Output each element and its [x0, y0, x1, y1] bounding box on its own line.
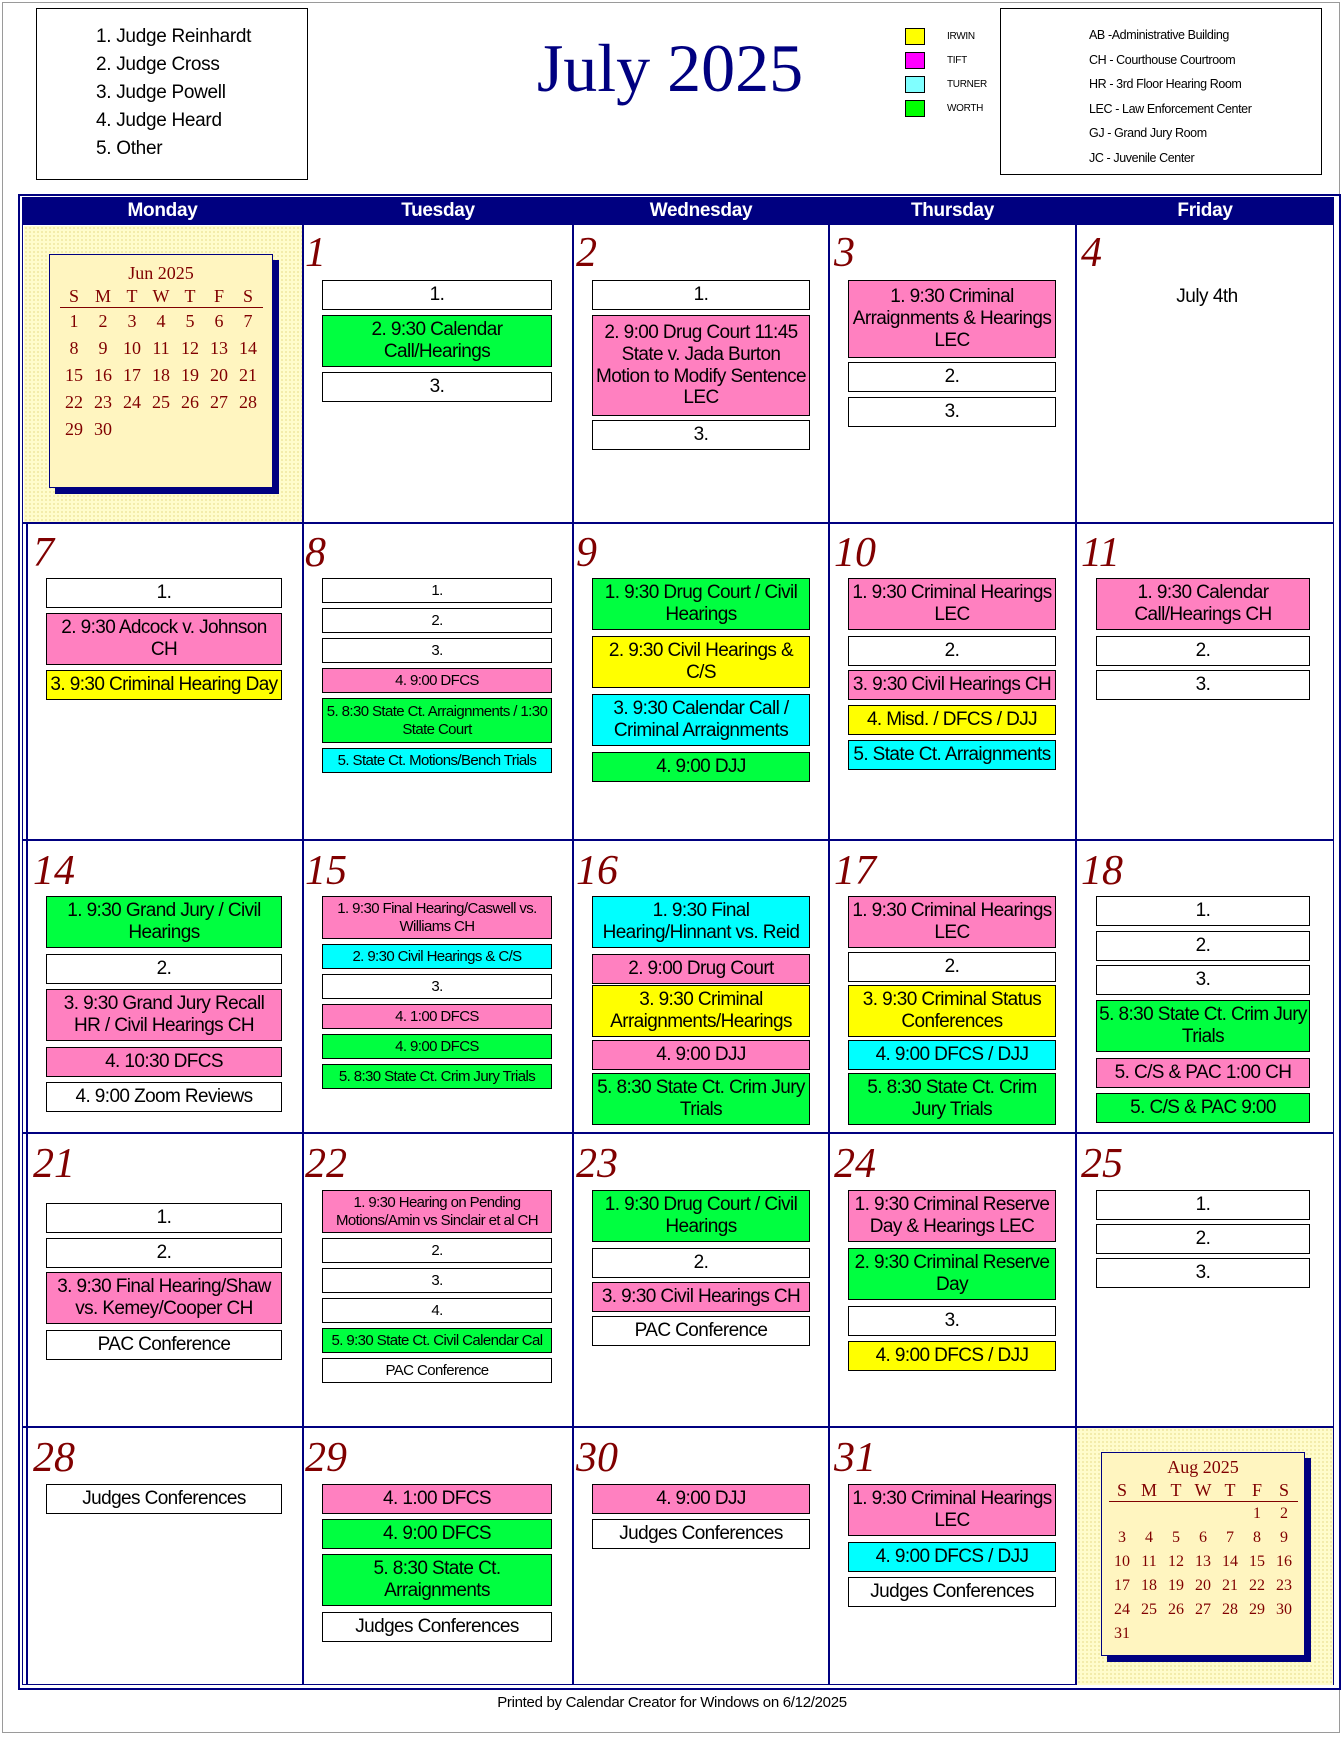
calendar-event[interactable]: 2. 9:30 Adcock v. Johnson CH [46, 613, 282, 665]
mini-calendar-day: 20 [210, 365, 228, 385]
judge-item: 5. Other [96, 138, 163, 159]
legend-label: WORTH [947, 102, 984, 114]
mini-weekday: S [60, 286, 89, 308]
locations-legend [1000, 8, 1322, 175]
mini-calendar-day: 19 [181, 365, 199, 385]
calendar-event[interactable]: 4. 9:00 DJJ [592, 1484, 810, 1514]
calendar-event[interactable]: 1. 9:30 Criminal Reserve Day & Hearings LEC [848, 1190, 1056, 1242]
mini-calendar-day: 15 [1249, 1553, 1265, 1570]
color-swatch [905, 76, 925, 93]
calendar-event[interactable]: 5. 8:30 State Ct. Crim Jury Trials [322, 1064, 552, 1089]
mini-calendar-table [60, 286, 263, 443]
calendar-event[interactable]: 3. [322, 372, 552, 402]
mini-calendar-day: 8 [1253, 1529, 1261, 1546]
calendar-event[interactable]: 1. 9:30 Criminal Hearings LEC [848, 1484, 1056, 1536]
calendar-event[interactable]: 2. [1096, 1224, 1310, 1254]
calendar-event[interactable]: 1. [592, 280, 810, 310]
mini-calendar-day: 30 [1276, 1601, 1292, 1618]
grid-line [26, 522, 28, 1685]
calendar-event[interactable]: 2. 9:30 Criminal Reserve Day [848, 1248, 1056, 1300]
mini-weekday: S [1109, 1480, 1136, 1502]
grid-line [572, 225, 574, 1685]
mini-calendar-day: 10 [123, 338, 141, 358]
legend-row [905, 96, 1005, 120]
legend-label: IRWIN [947, 30, 975, 42]
calendar-event[interactable]: PAC Conference [322, 1358, 552, 1383]
calendar-event[interactable]: 2. [1096, 636, 1310, 666]
print-footer: Printed by Calendar Creator for Windows on 6/12/2025 [497, 1694, 847, 1711]
day-number: 1 [305, 230, 326, 276]
mini-calendar-day: 13 [210, 338, 228, 358]
calendar-event[interactable]: 1. 9:30 Final Hearing/Hinnant vs. Reid [592, 896, 810, 948]
calendar-event[interactable]: 2. [848, 952, 1056, 982]
calendar-event[interactable]: 4. [322, 1298, 552, 1323]
mini-calendar-day [1190, 1502, 1217, 1527]
mini-calendar-day: 29 [65, 419, 83, 439]
mini-calendar-day [176, 416, 205, 443]
mini-calendar-day: 21 [1222, 1577, 1238, 1594]
mini-calendar-day: 29 [1249, 1601, 1265, 1618]
calendar-event[interactable]: 1. 9:30 Criminal Hearings LEC [848, 578, 1056, 630]
mini-weekday: F [205, 286, 234, 308]
mini-calendar-day: 27 [210, 392, 228, 412]
judge-item: 4. Judge Heard [96, 110, 222, 131]
mini-calendar-day: 16 [94, 365, 112, 385]
mini-calendar-day [1163, 1502, 1190, 1527]
mini-calendar-day: 22 [1249, 1577, 1265, 1594]
day-number: 10 [834, 530, 876, 576]
calendar-event[interactable]: 2. [46, 954, 282, 984]
mini-calendar-day [1109, 1502, 1136, 1527]
day-number: 14 [33, 848, 75, 894]
day-number: 31 [834, 1435, 876, 1481]
calendar-event[interactable]: Judges Conferences [46, 1484, 282, 1514]
mini-calendar-day: 5 [1172, 1529, 1180, 1546]
calendar-event[interactable]: 3. 9:30 Criminal Hearing Day [46, 670, 282, 700]
calendar-event[interactable]: 5. 8:30 State Ct. Arraignments / 1:30 State Court [322, 698, 552, 743]
mini-calendar-day: 10 [1114, 1553, 1130, 1570]
calendar-event[interactable]: 4. 9:00 DJJ [592, 1040, 810, 1070]
judge-item: 3. Judge Powell [96, 82, 226, 103]
mini-weekday: F [1244, 1480, 1271, 1502]
calendar-event[interactable]: 5. State Ct. Motions/Bench Trials [322, 748, 552, 773]
mini-calendar-title: Aug 2025 [1167, 1457, 1239, 1477]
calendar-event[interactable]: 4. 9:00 DFCS [322, 1519, 552, 1549]
mini-calendar-day: 24 [1114, 1601, 1130, 1618]
weekday-header-monday: Monday [22, 197, 303, 225]
calendar-event[interactable]: 3. 9:30 Grand Jury Recall HR / Civil Hearings CH [46, 989, 282, 1041]
mini-calendar-day [118, 416, 147, 443]
calendar-event[interactable]: 3. 9:30 Criminal Arraignments/Hearings [592, 985, 810, 1037]
calendar-event[interactable]: 3. [848, 1306, 1056, 1336]
mini-calendar-june [49, 254, 273, 488]
grid-line [22, 1132, 1334, 1134]
mini-weekday: T [1163, 1480, 1190, 1502]
calendar-event[interactable]: 5. 8:30 State Ct. Crim Jury Trials [1096, 1000, 1310, 1052]
mini-calendar-title: Jun 2025 [128, 263, 194, 283]
mini-weekday: S [234, 286, 263, 308]
calendar-event[interactable]: 4. 1:00 DFCS [322, 1484, 552, 1514]
mini-calendar-day: 28 [1222, 1601, 1238, 1618]
calendar-event[interactable]: 4. 9:00 DFCS [322, 668, 552, 693]
mini-calendar-day: 23 [1276, 1577, 1292, 1594]
mini-calendar-day: 14 [239, 338, 257, 358]
location-item: HR - 3rd Floor Hearing Room [1089, 77, 1242, 91]
mini-weekday: M [89, 286, 118, 308]
mini-calendar-day [1190, 1622, 1217, 1646]
mini-calendar-day: 21 [239, 365, 257, 385]
mini-calendar-day: 30 [94, 419, 112, 439]
mini-calendar-day: 11 [152, 338, 170, 358]
color-swatch [905, 100, 925, 117]
mini-calendar-day: 5 [185, 311, 195, 331]
calendar-event[interactable]: 1. 9:30 Final Hearing/Caswell vs. Williams CH [322, 896, 552, 939]
mini-calendar-day: 8 [69, 338, 79, 358]
mini-calendar-day: 7 [1226, 1529, 1234, 1546]
calendar-event[interactable]: 2. [848, 362, 1056, 392]
legend-label: TIFT [947, 54, 967, 66]
calendar-event[interactable]: 3. [1096, 1258, 1310, 1288]
calendar-event[interactable]: 4. 9:00 DJJ [592, 752, 810, 782]
calendar-event[interactable]: 2. 9:00 Drug Court [592, 954, 810, 984]
mini-calendar-day: 9 [1280, 1529, 1288, 1546]
mini-calendar-day [1163, 1622, 1190, 1646]
weekday-header-thursday: Thursday [829, 197, 1076, 225]
mini-calendar-day: 12 [1168, 1553, 1184, 1570]
mini-weekday: T [118, 286, 147, 308]
day-number: 11 [1081, 530, 1120, 576]
judge-item: 1. Judge Reinhardt [96, 26, 252, 47]
calendar-event[interactable]: 4. 9:00 DFCS / DJJ [848, 1040, 1056, 1070]
calendar-event[interactable]: 4. 9:00 DFCS / DJJ [848, 1341, 1056, 1371]
mini-calendar-day [234, 416, 263, 443]
county-color-legend [905, 24, 1005, 120]
mini-calendar-day: 25 [1141, 1601, 1157, 1618]
calendar-event[interactable]: 4. 9:00 DFCS [322, 1034, 552, 1059]
mini-calendar-day: 6 [214, 311, 224, 331]
calendar-event[interactable]: 2. [1096, 931, 1310, 961]
mini-weekday: S [1271, 1480, 1298, 1502]
calendar-event[interactable]: 2. 9:30 Civil Hearings & C/S [322, 944, 552, 969]
calendar-event[interactable]: 2. [592, 1248, 810, 1278]
day-number: 2 [576, 230, 597, 276]
mini-calendar-day: 2 [98, 311, 108, 331]
mini-weekday: W [1190, 1480, 1217, 1502]
day-number: 8 [305, 530, 326, 576]
calendar-event[interactable]: 4. 1:00 DFCS [322, 1004, 552, 1029]
calendar-event[interactable]: 1. 9:30 Criminal Arraignments & Hearings LEC [848, 280, 1056, 358]
mini-calendar-day: 11 [1141, 1553, 1157, 1570]
calendar-event[interactable]: 4. 10:30 DFCS [46, 1047, 282, 1077]
mini-calendar-day: 22 [65, 392, 83, 412]
calendar-event[interactable]: 1. [46, 1203, 282, 1233]
day-number: 7 [33, 530, 54, 576]
calendar-event[interactable]: 4. 9:00 Zoom Reviews [46, 1082, 282, 1112]
grid-line [302, 225, 304, 1685]
calendar-event[interactable]: 2. [848, 636, 1056, 666]
mini-weekday: W [147, 286, 176, 308]
mini-calendar-day [147, 416, 176, 443]
calendar-event[interactable]: Judges Conferences [322, 1612, 552, 1642]
weekday-header-tuesday: Tuesday [303, 197, 573, 225]
grid-line [22, 522, 1334, 524]
calendar-event[interactable]: 2. [322, 608, 552, 633]
mini-calendar-day: 27 [1195, 1601, 1211, 1618]
day-number: 17 [834, 848, 876, 894]
mini-calendar-day: 24 [123, 392, 141, 412]
location-item: GJ - Grand Jury Room [1089, 126, 1207, 140]
mini-calendar-day: 1 [1253, 1505, 1261, 1522]
calendar-event[interactable]: 3. [592, 420, 810, 450]
calendar-event[interactable]: 2. 9:00 Drug Court 11:45 State v. Jada Burton Motion to Modify Sentence LEC [592, 315, 810, 416]
day-number: 4 [1081, 230, 1102, 276]
day-number: 18 [1081, 848, 1123, 894]
calendar-event[interactable]: 5. 9:30 State Ct. Civil Calendar Cal [322, 1328, 552, 1353]
calendar-event[interactable]: 1. 9:30 Hearing on Pending Motions/Amin vs Sinclair et al CH [322, 1190, 552, 1233]
calendar-event[interactable]: 1. [322, 578, 552, 603]
calendar-event[interactable]: 3. [322, 1268, 552, 1293]
grid-line [828, 225, 830, 1685]
day-number: 24 [834, 1141, 876, 1187]
calendar-event[interactable]: 3. 9:30 Final Hearing/Shaw vs. Kemey/Cooper CH [46, 1272, 282, 1324]
mini-calendar-day [1244, 1622, 1271, 1646]
day-number: 15 [305, 848, 347, 894]
day-number: 21 [33, 1141, 75, 1187]
calendar-event[interactable]: 4. Misd. / DFCS / DJJ [848, 705, 1056, 735]
calendar-event[interactable]: 2. [322, 1238, 552, 1263]
calendar-event[interactable]: 2. 9:30 Civil Hearings & C/S [592, 636, 810, 688]
judge-item: 2. Judge Cross [96, 54, 220, 75]
calendar-event[interactable]: Judges Conferences [848, 1577, 1056, 1607]
mini-calendar-day: 15 [65, 365, 83, 385]
calendar-event[interactable]: 5. C/S & PAC 9:00 [1096, 1093, 1310, 1123]
mini-calendar-day [1217, 1622, 1244, 1646]
legend-row [905, 24, 1005, 48]
mini-calendar-day: 3 [127, 311, 137, 331]
mini-calendar-day: 3 [1118, 1529, 1126, 1546]
calendar-event[interactable]: 3. 9:30 Civil Hearings CH [592, 1282, 810, 1312]
mini-calendar-day: 17 [1114, 1577, 1130, 1594]
calendar-event[interactable]: 3. 9:30 Criminal Status Conferences [848, 985, 1056, 1037]
mini-calendar-day [1136, 1502, 1163, 1527]
calendar-event[interactable]: 3. 9:30 Calendar Call / Criminal Arraignments [592, 694, 810, 746]
mini-calendar-day: 17 [123, 365, 141, 385]
calendar-event[interactable]: 1. [1096, 1190, 1310, 1220]
mini-calendar-day: 6 [1199, 1529, 1207, 1546]
weekday-header-wednesday: Wednesday [573, 197, 829, 225]
legend-row [905, 48, 1005, 72]
calendar-event[interactable]: Judges Conferences [592, 1519, 810, 1549]
mini-calendar-day: 26 [1168, 1601, 1184, 1618]
mini-calendar-day: 4 [156, 311, 166, 331]
mini-calendar-day: 25 [152, 392, 170, 412]
weekday-header-friday: Friday [1076, 197, 1334, 225]
calendar-event[interactable]: 5. 8:30 State Ct. Crim Jury Trials [592, 1073, 810, 1125]
calendar-event[interactable]: 3. [322, 974, 552, 999]
location-item: CH - Courthouse Courtroom [1089, 52, 1236, 67]
judges-legend [36, 8, 308, 180]
mini-calendar-day: 2 [1280, 1505, 1288, 1522]
calendar-event[interactable]: 1. 9:30 Grand Jury / Civil Hearings [46, 896, 282, 948]
holiday-note: July 4th [1176, 286, 1238, 307]
calendar-event[interactable]: 1. 9:30 Calendar Call/Hearings CH [1096, 578, 1310, 630]
calendar-event[interactable]: 2. [46, 1238, 282, 1268]
location-item: AB -Administrative Building [1089, 28, 1229, 42]
location-item: LEC - Law Enforcement Center [1089, 101, 1252, 116]
mini-calendar-day: 18 [1141, 1577, 1157, 1594]
legend-row [905, 72, 1005, 96]
mini-calendar-day: 26 [181, 392, 199, 412]
day-number: 23 [576, 1141, 618, 1187]
calendar-event[interactable]: 1. 9:30 Drug Court / Civil Hearings [592, 578, 810, 630]
day-number: 22 [305, 1141, 347, 1187]
mini-calendar-day: 4 [1145, 1529, 1153, 1546]
calendar-event[interactable]: 3. [848, 397, 1056, 427]
calendar-event[interactable]: 5. C/S & PAC 1:00 CH [1096, 1058, 1310, 1088]
day-number: 29 [305, 1435, 347, 1481]
calendar-event[interactable]: 1. [1096, 896, 1310, 926]
calendar-event[interactable]: PAC Conference [592, 1316, 810, 1346]
mini-calendar-day [205, 416, 234, 443]
mini-calendar-day [1271, 1622, 1298, 1646]
calendar-event[interactable]: 1. 9:30 Criminal Hearings LEC [848, 896, 1056, 948]
calendar-event[interactable]: 1. [46, 578, 282, 608]
mini-calendar-day [1217, 1502, 1244, 1527]
mini-calendar-day: 1 [69, 311, 79, 331]
mini-calendar-day: 28 [239, 392, 257, 412]
mini-calendar-day: 13 [1195, 1553, 1211, 1570]
mini-weekday: M [1136, 1480, 1163, 1502]
mini-calendar-day: 7 [243, 311, 253, 331]
day-number: 16 [576, 848, 618, 894]
calendar-event[interactable]: 5. State Ct. Arraignments [848, 740, 1056, 770]
day-number: 3 [834, 230, 855, 276]
color-swatch [905, 52, 925, 69]
calendar-event[interactable]: 5. 8:30 State Ct. Crim Jury Trials [848, 1073, 1056, 1125]
mini-weekday: T [1217, 1480, 1244, 1502]
calendar-event[interactable]: 4. 9:00 DFCS / DJJ [848, 1542, 1056, 1572]
location-item: JC - Juvenile Center [1089, 150, 1195, 165]
grid-line [22, 839, 1334, 841]
mini-calendar-day: 16 [1276, 1553, 1292, 1570]
day-number: 30 [576, 1435, 618, 1481]
mini-calendar-day: 9 [98, 338, 108, 358]
legend-label: TURNER [947, 78, 987, 90]
mini-calendar-august [1101, 1452, 1305, 1656]
mini-weekday: T [176, 286, 205, 308]
day-number: 9 [576, 530, 597, 576]
calendar-title: July 2025 [536, 30, 804, 106]
calendar-event[interactable]: PAC Conference [46, 1330, 282, 1360]
mini-calendar-day: 14 [1222, 1553, 1238, 1570]
calendar-event[interactable]: 3. [322, 638, 552, 663]
day-number: 25 [1081, 1141, 1123, 1187]
calendar-event[interactable]: 3. [1096, 965, 1310, 995]
day-number: 28 [33, 1435, 75, 1481]
calendar-event[interactable]: 3. [1096, 670, 1310, 700]
color-swatch [905, 28, 925, 45]
calendar-event[interactable]: 3. 9:30 Civil Hearings CH [848, 670, 1056, 700]
mini-calendar-day: 23 [94, 392, 112, 412]
mini-calendar-day: 20 [1195, 1577, 1211, 1594]
mini-calendar-day [1136, 1622, 1163, 1646]
mini-calendar-day: 19 [1168, 1577, 1184, 1594]
mini-calendar-day: 31 [1114, 1625, 1130, 1642]
calendar-event[interactable]: 1. 9:30 Drug Court / Civil Hearings [592, 1190, 810, 1242]
mini-calendar-day: 18 [152, 365, 170, 385]
mini-calendar-day: 12 [181, 338, 199, 358]
calendar-event[interactable]: 1. [322, 280, 552, 310]
calendar-event[interactable]: 5. 8:30 State Ct. Arraignments [322, 1554, 552, 1606]
mini-calendar-table [1109, 1480, 1298, 1646]
calendar-event[interactable]: 2. 9:30 Calendar Call/Hearings [322, 315, 552, 367]
